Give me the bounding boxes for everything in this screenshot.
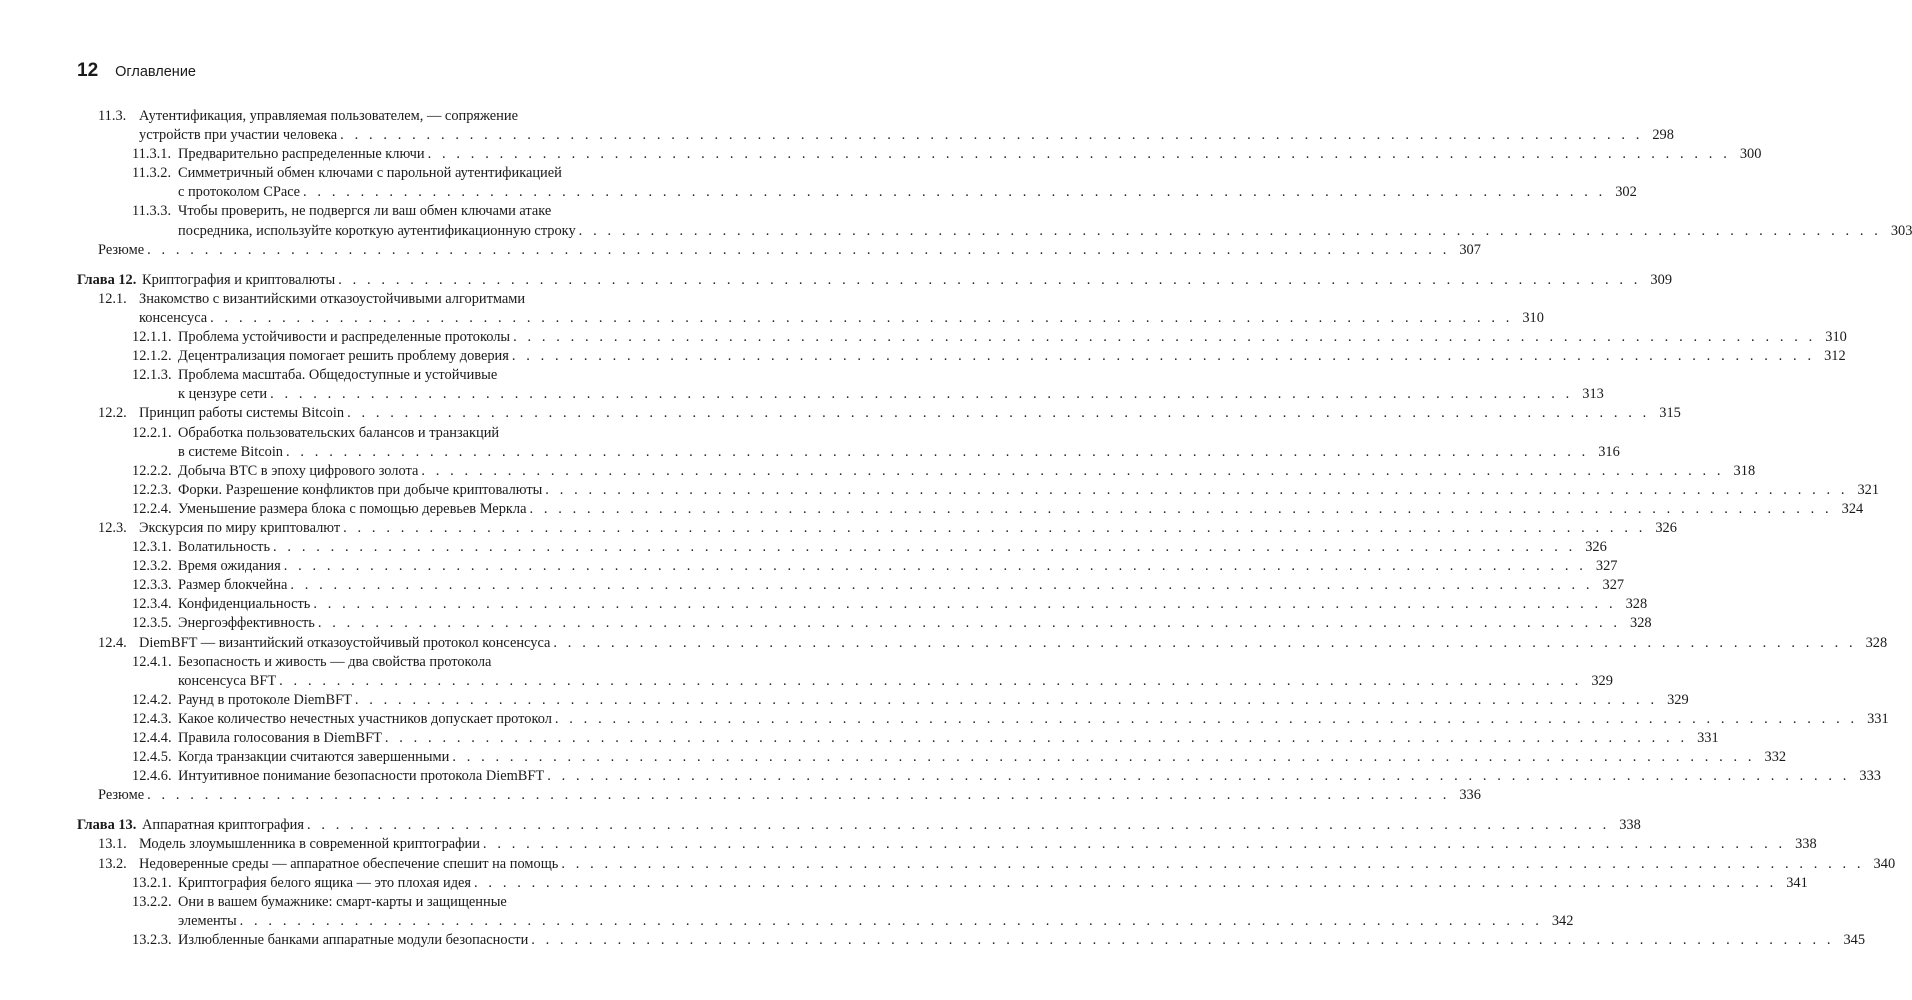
toc-entry bbox=[0, 595, 1648, 614]
toc-entry-number: 12.4.6. bbox=[132, 768, 172, 785]
toc-page-number: 329 bbox=[1667, 691, 1689, 708]
toc-entry-title: Размер блокчейна bbox=[178, 577, 288, 594]
dot-leader bbox=[147, 241, 1450, 260]
dot-leader bbox=[303, 183, 1606, 202]
toc-page-number: 340 bbox=[1873, 855, 1896, 872]
toc-entry bbox=[0, 931, 1866, 950]
toc-entry bbox=[0, 874, 1808, 893]
toc-entry-title: Обработка пользовательских балансов и транзакций bbox=[178, 424, 500, 441]
dot-leader bbox=[547, 767, 1850, 786]
toc-entry-number: 12.2.1. bbox=[132, 424, 172, 441]
toc-entry-title: Децентрализация помогает решить проблему доверия bbox=[178, 348, 509, 365]
dot-leader bbox=[529, 500, 1832, 519]
dot-leader bbox=[385, 729, 1688, 748]
dot-leader bbox=[531, 931, 1834, 950]
dot-leader bbox=[421, 462, 1724, 481]
toc-entry-number: 12.3. bbox=[98, 519, 127, 536]
toc-page-number: 331 bbox=[1697, 730, 1719, 746]
toc-page-number: 310 bbox=[1825, 329, 1847, 346]
toc-entry bbox=[0, 202, 1912, 240]
toc-entry-title: Криптография и криптовалюты bbox=[142, 271, 336, 288]
toc-page-number: 331 bbox=[1867, 710, 1889, 727]
toc-entry-number: 12.2.4. bbox=[132, 500, 172, 517]
toc-entry bbox=[0, 107, 1674, 145]
dot-leader bbox=[307, 816, 1610, 835]
toc-page-number: 338 bbox=[1795, 836, 1817, 853]
toc-entry-title: Интуитивное понимание безопасности протокола DiemBFT bbox=[178, 768, 545, 785]
toc-entry-title: Они в вашем бумажнике: смарт-карты и защищенные bbox=[178, 893, 507, 910]
dot-leader bbox=[286, 443, 1589, 462]
dot-leader bbox=[513, 328, 1816, 347]
toc-page-number: 326 bbox=[1585, 539, 1607, 556]
toc-entry-title: Недоверенные среды — аппаратное обеспечение спешит на помощь bbox=[139, 855, 559, 872]
toc-entry bbox=[0, 634, 1888, 653]
running-title: Оглавление bbox=[115, 64, 196, 80]
dot-leader bbox=[284, 557, 1587, 576]
toc-page-number: 316 bbox=[1598, 443, 1620, 460]
toc-page-number: 328 bbox=[1625, 596, 1648, 613]
toc-entry-number: 12.1.3. bbox=[132, 367, 172, 384]
dot-leader bbox=[579, 222, 1882, 241]
toc-entry-title: Аутентификация, управляемая пользователем, — сопряжение bbox=[139, 108, 518, 124]
toc-entry bbox=[0, 500, 1864, 519]
toc-entry-number: 12.3.1. bbox=[132, 539, 172, 556]
dot-leader bbox=[452, 748, 1755, 767]
dot-leader bbox=[555, 710, 1858, 729]
dot-leader bbox=[240, 912, 1543, 931]
toc-entry bbox=[0, 576, 1625, 595]
toc-page-number: 324 bbox=[1841, 500, 1864, 517]
toc-entry-number: 12.4.4. bbox=[132, 730, 172, 746]
toc-entry-number: 12.1.2. bbox=[132, 348, 172, 365]
toc-page-number: 327 bbox=[1595, 558, 1618, 575]
toc-entry-title: Когда транзакции считаются завершенными bbox=[178, 749, 450, 766]
dot-leader bbox=[561, 855, 1864, 874]
dot-leader bbox=[313, 595, 1616, 614]
toc-page-number: 342 bbox=[1551, 912, 1574, 929]
dot-leader bbox=[355, 691, 1658, 710]
toc-entry-title: Энергоэффективность bbox=[178, 615, 315, 632]
toc-entry bbox=[0, 366, 1604, 404]
toc-chapter bbox=[0, 816, 1641, 835]
toc-page-number: 332 bbox=[1764, 749, 1787, 766]
toc-entry-number: 12.4.5. bbox=[132, 749, 172, 766]
toc-entry-number: 12.4.3. bbox=[132, 710, 172, 727]
toc-entry-number: 11.3.2. bbox=[132, 165, 172, 182]
toc-page-number: 307 bbox=[1459, 241, 1481, 258]
toc-entry bbox=[0, 519, 1677, 538]
toc-entry bbox=[0, 710, 1889, 729]
toc-entry-number: 11.3. bbox=[98, 108, 127, 124]
dot-leader bbox=[318, 614, 1621, 633]
dot-leader bbox=[270, 385, 1573, 404]
dot-leader bbox=[338, 271, 1641, 290]
toc-entry-number: 13.2.1. bbox=[132, 874, 172, 891]
dot-leader bbox=[474, 874, 1777, 893]
toc-entry-title: Экскурсия по миру криптовалют bbox=[139, 519, 341, 536]
toc-entry-number: 13.2.2. bbox=[132, 893, 172, 910]
toc-page-number: 338 bbox=[1619, 817, 1641, 834]
dot-leader bbox=[483, 835, 1786, 854]
toc-entry-title: Уменьшение размера блока с помощью деревьев Меркла bbox=[178, 500, 527, 517]
toc-entry-number: Глава 12. bbox=[77, 271, 137, 288]
toc-entry-title: Симметричный обмен ключами с парольной аутентификацией bbox=[178, 165, 562, 182]
toc-entry bbox=[0, 481, 1880, 500]
dot-leader bbox=[347, 404, 1650, 423]
toc-page-number: 345 bbox=[1843, 931, 1866, 948]
toc-page-number: 310 bbox=[1522, 309, 1544, 326]
toc-entry-number: 12.2. bbox=[98, 405, 127, 422]
toc-entry-number: 12.1.1. bbox=[132, 329, 172, 346]
page-number: 12 bbox=[77, 60, 99, 81]
toc-page-number: 300 bbox=[1739, 146, 1762, 163]
dot-leader bbox=[553, 634, 1856, 653]
dot-leader bbox=[545, 481, 1848, 500]
dot-leader bbox=[512, 347, 1815, 366]
toc-entry-number: 12.2.2. bbox=[132, 462, 172, 479]
toc-entry-number: 11.3.1. bbox=[132, 146, 172, 163]
toc-entry-title: Безопасность и живость — два свойства протокола bbox=[178, 653, 492, 670]
toc-page-number: 312 bbox=[1824, 348, 1846, 365]
toc-entry-number: 13.2.3. bbox=[132, 931, 172, 948]
toc-entry-title: Волатильность bbox=[178, 539, 271, 556]
toc-page-number: 328 bbox=[1865, 634, 1888, 651]
toc-entry-title: Какое количество нечестных участников допускает протокол bbox=[178, 710, 552, 727]
toc-page-number: 336 bbox=[1459, 787, 1481, 804]
toc-entry bbox=[0, 855, 1896, 874]
toc-entry-title: элементы bbox=[178, 912, 237, 929]
toc-entry-title: Модель злоумышленника в современной криптографии bbox=[139, 836, 480, 853]
toc-page-number: 327 bbox=[1602, 577, 1625, 594]
toc-entry bbox=[0, 767, 1881, 786]
toc-entry-title: DiemBFT — византийский отказоустойчивый протокол консенсуса bbox=[139, 634, 551, 651]
dot-leader bbox=[343, 519, 1646, 538]
toc-entry bbox=[0, 290, 1544, 328]
toc-entry-number: 12.2.3. bbox=[132, 481, 172, 498]
toc-page-number: 298 bbox=[1652, 127, 1674, 144]
table-of-contents bbox=[0, 107, 1912, 950]
toc-page-number: 318 bbox=[1733, 462, 1756, 479]
toc-entry bbox=[0, 729, 1719, 748]
dot-leader bbox=[340, 126, 1643, 145]
toc-page-number: 326 bbox=[1655, 519, 1677, 536]
toc-entry-title: Правила голосования в DiemBFT bbox=[178, 730, 382, 746]
toc-entry bbox=[0, 538, 1607, 557]
toc-entry-number: 12.3.5. bbox=[132, 615, 172, 632]
toc-page-number: 328 bbox=[1630, 615, 1652, 632]
toc-entry-title: Конфиденциальность bbox=[178, 596, 311, 613]
dot-leader bbox=[279, 672, 1582, 691]
dot-leader bbox=[428, 145, 1731, 164]
toc-entry-title: Раунд в протоколе DiemBFT bbox=[178, 691, 352, 708]
toc-entry-title: в системе Bitcoin bbox=[178, 443, 284, 460]
toc-summary bbox=[0, 786, 1481, 805]
page-header bbox=[77, 60, 196, 88]
toc-chapter bbox=[0, 271, 1673, 290]
toc-entry-title: Предварительно распределенные ключи bbox=[178, 146, 425, 163]
toc-summary bbox=[0, 241, 1481, 260]
toc-entry-number: 13.2. bbox=[98, 855, 127, 872]
dot-leader bbox=[273, 538, 1576, 557]
toc-entry bbox=[0, 653, 1613, 691]
toc-entry-title: Чтобы проверить, не подвергся ли ваш обмен ключами атаке bbox=[178, 203, 552, 220]
dot-leader bbox=[210, 309, 1513, 328]
toc-entry-number: 12.3.4. bbox=[132, 596, 172, 613]
toc-entry-title: Проблема масштаба. Общедоступные и устойчивые bbox=[178, 367, 498, 384]
toc-entry-title: Криптография белого ящика — это плохая идея bbox=[178, 874, 472, 891]
toc-entry-number: 12.4.2. bbox=[132, 691, 172, 708]
toc-entry-title: Знакомство с византийскими отказоустойчивыми алгоритмами bbox=[139, 290, 526, 307]
toc-page-number: 341 bbox=[1786, 874, 1808, 891]
toc-entry-title: к цензуре сети bbox=[178, 386, 268, 403]
toc-entry-title: консенсуса bbox=[139, 309, 208, 326]
toc-entry bbox=[0, 404, 1681, 423]
dot-leader bbox=[290, 576, 1593, 595]
toc-entry bbox=[0, 748, 1787, 767]
toc-entry bbox=[0, 893, 1574, 931]
toc-entry-title: консенсуса BFT bbox=[178, 672, 277, 689]
toc-entry bbox=[0, 347, 1846, 366]
toc-entry-title: Добыча BTC в эпоху цифрового золота bbox=[178, 462, 419, 479]
toc-entry bbox=[0, 328, 1847, 347]
toc-entry-number: 12.4. bbox=[98, 634, 127, 651]
toc-entry-title: устройств при участии человека bbox=[139, 127, 338, 144]
toc-page-number: 329 bbox=[1591, 672, 1613, 689]
toc-entry-number: 11.3.3. bbox=[132, 203, 172, 220]
toc-entry bbox=[0, 691, 1689, 710]
toc-entry-number: 12.3.3. bbox=[132, 577, 172, 594]
toc-entry-title: Резюме bbox=[98, 787, 145, 804]
toc-entry-title: Проблема устойчивости и распределенные протоколы bbox=[178, 329, 511, 346]
toc-page-number: 302 bbox=[1615, 184, 1637, 201]
toc-entry bbox=[0, 835, 1817, 854]
toc-page-number: 333 bbox=[1859, 768, 1881, 785]
toc-entry-title: Принцип работы системы Bitcoin bbox=[139, 405, 345, 422]
toc-entry-title: Резюме bbox=[98, 241, 145, 258]
dot-leader bbox=[147, 786, 1450, 805]
toc-entry-number: 12.4.1. bbox=[132, 653, 172, 670]
toc-entry-number: 13.1. bbox=[98, 836, 127, 853]
toc-entry bbox=[0, 614, 1652, 633]
toc-entry bbox=[0, 462, 1756, 481]
toc-entry bbox=[0, 164, 1637, 202]
toc-entry-title: Аппаратная криптография bbox=[142, 817, 304, 834]
toc-entry-title: с протоколом CPace bbox=[178, 184, 301, 201]
toc-entry-number: 12.1. bbox=[98, 290, 127, 307]
toc-entry-number: Глава 13. bbox=[77, 817, 137, 834]
toc-page-number: 313 bbox=[1582, 386, 1604, 403]
toc-entry-title: Излюбленные банками аппаратные модули безопасности bbox=[178, 931, 529, 948]
toc-page-number: 303 bbox=[1890, 222, 1912, 239]
toc-entry-title: посредника, используйте короткую аутентификационную строку bbox=[178, 222, 576, 239]
toc-page-number: 309 bbox=[1650, 271, 1673, 288]
toc-entry-title: Время ожидания bbox=[178, 558, 281, 575]
toc-page-number: 315 bbox=[1659, 405, 1681, 422]
toc-entry bbox=[0, 557, 1618, 576]
toc-entry-title: Форки. Разрешение конфликтов при добыче криптовалюты bbox=[178, 481, 543, 498]
toc-entry-number: 12.3.2. bbox=[132, 558, 172, 575]
toc-page-number: 321 bbox=[1857, 481, 1880, 498]
toc-entry bbox=[0, 145, 1762, 164]
toc-entry bbox=[0, 424, 1620, 462]
